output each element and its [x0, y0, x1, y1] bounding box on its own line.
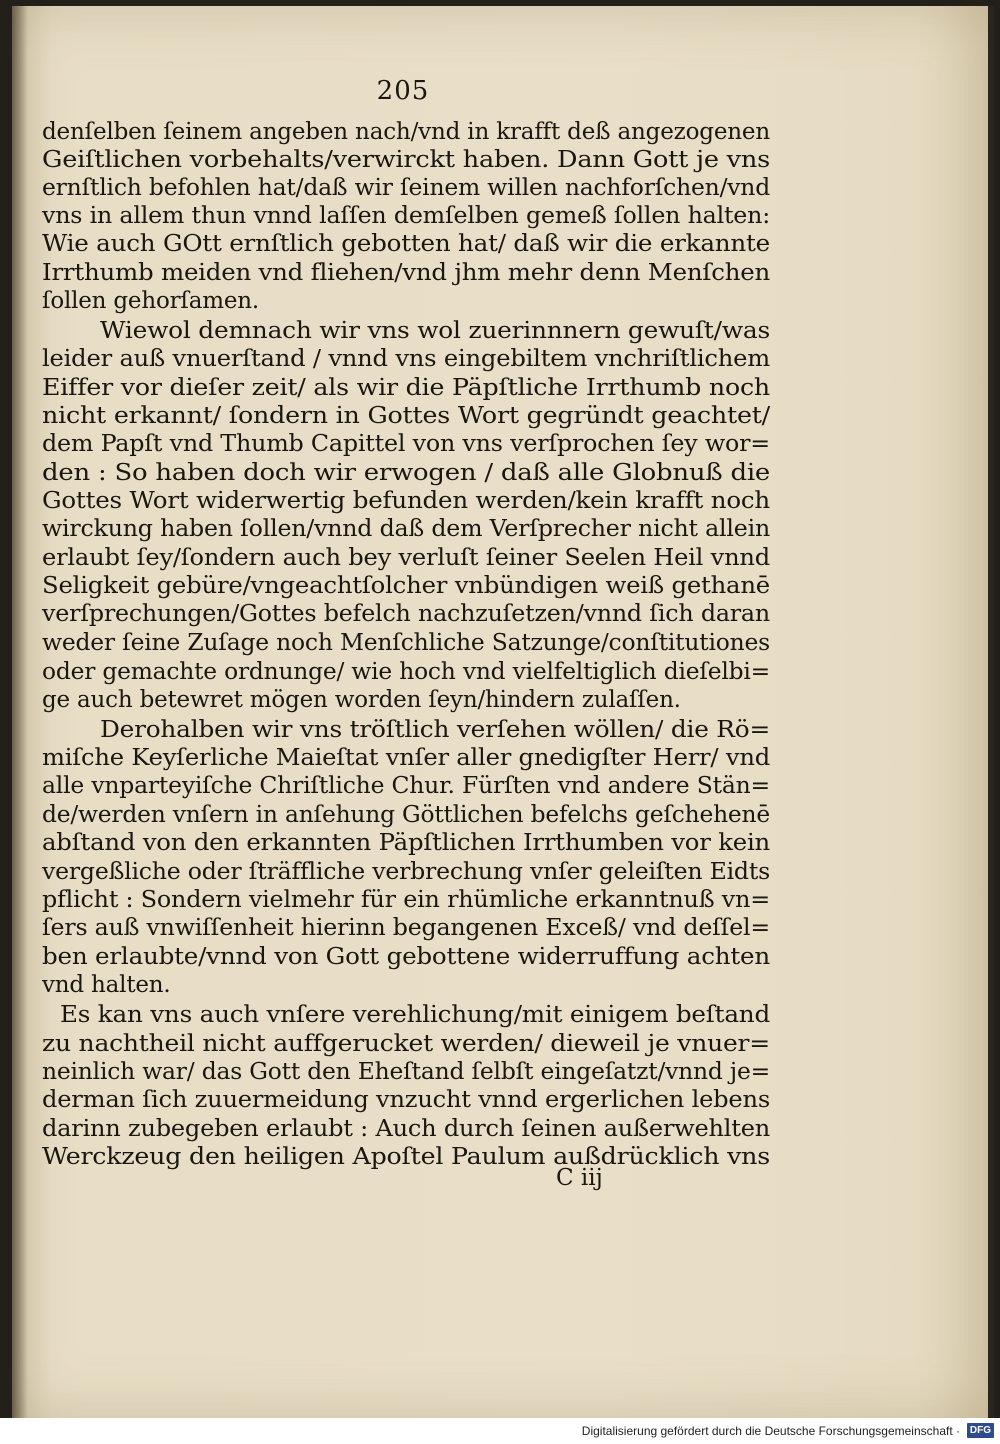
text-line: derman ſich zuuermeidung vnzucht vnnd ergerlichen lebens: [42, 1087, 771, 1113]
text-line: verſprechungen/Gottes befelch nachzuſetzen/vnnd ſich daran: [42, 601, 770, 627]
text-line: neinlich war/ das Gott den Eheſtand ſelbſt eingeſatzt/vnnd je=: [42, 1059, 770, 1085]
footer-bar: [0, 1418, 1000, 1444]
text-line: darinn zubegeben erlaubt : Auch durch ſeinen außerwehlten: [42, 1116, 771, 1142]
text-line: den : So haben doch wir erwogen / daß alle Globnuß die: [42, 460, 770, 486]
text-line: Irrthumb meiden vnd fliehen/vnd jhm mehr denn Menſchen: [42, 260, 770, 286]
text-line: denſelben ſeinem angeben nach/vnd in krafft deß angezogenen: [42, 119, 770, 145]
text-line: wirckung haben ſollen/vnnd daß dem Verſprecher nicht allein: [42, 516, 770, 542]
text-line: Es kan vns auch vnſere verehlichung/mit einigem beſtand: [60, 1002, 770, 1028]
page-number: 205: [376, 76, 430, 106]
gutter-shadow: [12, 6, 28, 1418]
text-line: leider auß vnuerſtand / vnnd vns eingebiltem vnchriſtlichem: [42, 346, 770, 372]
text-line: Gottes Wort widerwertig befunden werden/kein krafft noch: [42, 488, 770, 514]
dfg-logo: DFG: [967, 1423, 994, 1438]
text-line: Eiffer vor dieſer zeit/ als wir die Päpſtliche Irrthumb noch: [42, 375, 770, 401]
text-line: Wiewol demnach wir vns wol zuerinnnern gewuſt/was: [100, 318, 770, 344]
text-line: ben erlaubte/vnnd von Gott gebottene widerruffung achten: [42, 944, 771, 970]
page-edge: [988, 6, 994, 1418]
text-line: Geiſtlichen vorbehalts/verwirckt haben. Dann Gott je vns: [42, 147, 770, 173]
text-line: zu nachtheil nicht auffgerucket werden/ dieweil je vnuer=: [42, 1031, 770, 1057]
text-line: Wie auch GOtt ernſtlich gebotten hat/ daß wir die erkannte: [42, 231, 770, 257]
text-line: abſtand von den erkannten Päpſtlichen Irrthumben vor kein: [42, 830, 770, 856]
text-line: vns in allem thun vnnd laſſen demſelben gemeß ſollen halten:: [42, 203, 770, 229]
text-line: pflicht : Sondern vielmehr für ein rhümliche erkanntnuß vn=: [42, 887, 770, 913]
text-line: nicht erkannt/ ſondern in Gottes Wort gegründt geachtet/: [42, 403, 770, 429]
text-line: vergeßliche oder ſträffliche verbrechung vnſer geleiſten Eidts: [42, 859, 770, 885]
text-line: alle vnparteyiſche Chriſtliche Chur. Fürſten vnd andere Stän=: [42, 773, 770, 799]
text-line: de/werden vnſern in anſehung Göttlichen befelchs geſchehenē: [42, 802, 770, 828]
text-line: Derohalben wir vns tröſtlich verſehen wöllen/ die Rö=: [100, 717, 771, 743]
text-line: vnd halten.: [42, 972, 171, 998]
text-line: dem Papſt vnd Thumb Capittel von vns verſprochen ſey wor=: [42, 431, 770, 457]
text-line: oder gemachte ordnunge/ wie hoch vnd vielfeltiglich dieſelbi=: [42, 659, 770, 685]
text-line: ge auch betewret mögen worden ſeyn/hindern zulaſſen.: [42, 687, 681, 713]
text-line: miſche Keyſerliche Maieſtat vnſer aller gnedigſter Herr/ vnd: [42, 745, 771, 771]
text-line: Werckzeug den heiligen Apoſtel Paulum außdrücklich vns: [42, 1144, 770, 1170]
text-line: Seligkeit gebüre/vngeachtſolcher vnbündigen weiß gethanē: [42, 573, 771, 599]
signature-mark: C iij: [556, 1165, 603, 1191]
text-line: ernſtlich befohlen hat/daß wir ſeinem willen nachforſchen/vnd: [42, 175, 770, 201]
text-line: ſollen gehorſamen.: [42, 288, 259, 314]
text-line: ſers auß vnwiſſenheit hierinn begangenen Exceß/ vnd deſſel=: [42, 915, 770, 941]
text-line: weder ſeine Zuſage noch Menſchliche Satzunge/conſtitutiones: [42, 630, 770, 656]
text-line: erlaubt ſey/ſondern auch bey verluſt ſeiner Seelen Heil vnnd: [42, 545, 770, 571]
funding-credit: Digitalisierung gefördert durch die Deutsche Forschungsgemeinschaft ·: [581, 1424, 960, 1438]
